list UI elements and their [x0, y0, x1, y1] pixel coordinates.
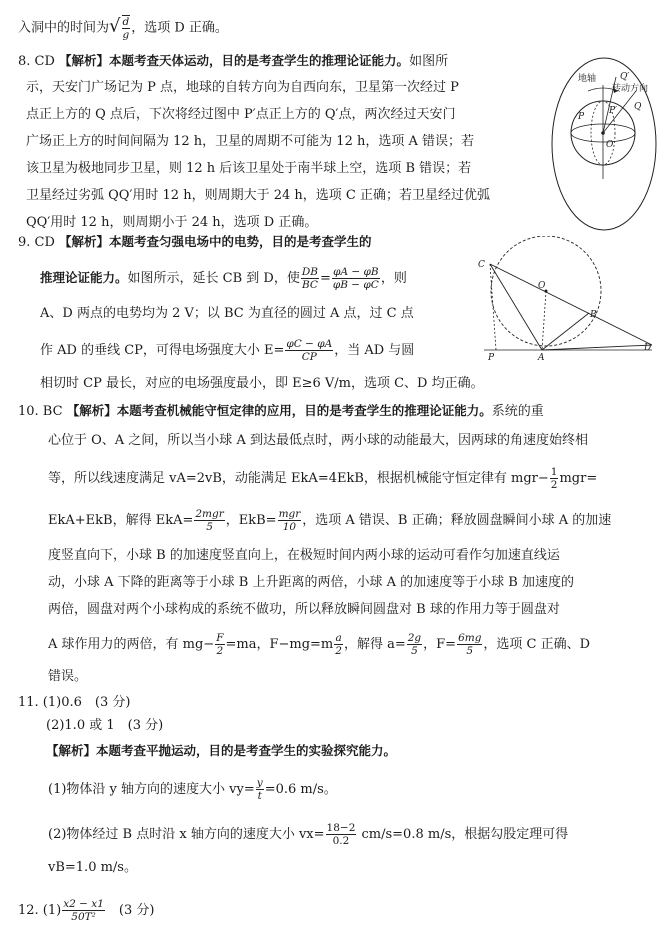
fraction-numerator: a — [335, 632, 342, 644]
q9-line-2: 推理论证能力。如图所示，延长 CB 到 D，使 $\frac{DB}{BC}$ = $\frac{\varphi A - \varphi B}{\varphi B - \varphi C}$ ，则 — [40, 266, 407, 291]
q9-line-3: A、D 两点的电势均为 2 V；以 BC 为直径的圆过 A 点，过 C 点 — [40, 306, 414, 321]
q10-line-2: 心位于 O、A 之间，所以当小球 A 到达最低点时，两小球的动能最大，因两球的角速度始终相 — [48, 433, 588, 448]
analysis-tag: 【解析】本题考查天体运动，目的是考查学生的推理论证能力。 — [59, 53, 410, 68]
q8-line-7: QQ′用时 12 h，则周期小于 24 h，选项 D 正确。 — [26, 215, 318, 230]
figure-label: Q — [634, 102, 642, 112]
line-text: ，解得 a= — [343, 637, 406, 652]
line-text: 入洞中的时间为 — [18, 20, 110, 36]
fraction-denominator: BC — [301, 279, 318, 291]
fraction — [457, 632, 482, 657]
figure-label: P′ — [609, 106, 618, 116]
line-text: mgr= — [559, 471, 598, 486]
radius-oa — [542, 291, 546, 350]
fraction-denominator: 0.2 — [332, 835, 350, 847]
fraction-numerator: 1 — [550, 466, 558, 478]
line-ad — [542, 345, 652, 350]
line-text: ，EkB= — [225, 513, 277, 528]
q8-line-3: 点正上方的 Q 点后，下次将经过图中 P′点正上方的 Q′点，两次经过天安门 — [26, 107, 456, 122]
fraction-numerator: φA − φB — [333, 266, 379, 278]
figure-label: O — [538, 281, 546, 291]
fraction-numerator: 2mgr — [195, 508, 224, 520]
q9-line-5: 相切时 CP 最长，对应的电场强度最小，即 E≥6 V/m，选项 C、D 均正确。 — [40, 376, 484, 391]
line-text: EkA+EkB，解得 EkA= — [48, 513, 194, 528]
line-text: =0.6 m/s。 — [264, 782, 337, 797]
fraction-numerator: 2g — [407, 632, 422, 644]
fraction-numerator: 18−2 — [326, 822, 356, 834]
question-number: 10. BC — [18, 404, 67, 419]
q10-line-3 — [48, 466, 597, 491]
fraction-denominator: 5 — [466, 645, 474, 657]
fraction — [550, 466, 559, 491]
figure-label: C — [478, 260, 485, 270]
line-text: =ma，F−mg=m — [225, 637, 334, 652]
q11-analysis-tag: 【解析】本题考查平抛运动，目的是考查学生的实验探究能力。 — [46, 743, 397, 758]
q9-line-1 — [18, 233, 372, 252]
fraction — [407, 632, 422, 657]
figure-label: Q′ — [620, 72, 630, 82]
electric-field-figure — [474, 236, 658, 362]
fraction-denominator: t — [257, 790, 262, 802]
fraction — [215, 632, 224, 657]
line-ab — [542, 313, 589, 350]
fraction-denominator: φB − φC — [332, 279, 379, 291]
q11-line-6: vB=1.0 m/s。 — [48, 860, 137, 875]
line-text: (3 分) — [105, 903, 155, 918]
text-line — [18, 15, 228, 41]
fraction-numerator: x2 − x1 — [63, 898, 104, 910]
fraction-numerator: mgr — [278, 508, 301, 520]
fraction — [62, 898, 105, 923]
line-text: 系统的重 — [491, 404, 544, 419]
q11-line-2: (2)1.0 或 1 (3 分) — [46, 718, 164, 733]
fraction-numerator: 6mg — [458, 632, 482, 644]
analysis-tag: 【解析】本题考查机械能守恒定律的应用，目的是考查学生的推理论证能力。 — [66, 403, 492, 418]
fraction-denominator: 50T² — [71, 911, 96, 923]
fraction-numerator: φC − φA — [286, 338, 333, 350]
q10-line-7: 两倍，圆盘对两个小球构成的系统不做功，所以释放瞬间圆盘对 B 球的作用力等于圆盘对 — [48, 602, 560, 617]
line-text: ，F= — [423, 637, 457, 652]
fraction-denominator: 5 — [411, 645, 418, 657]
q10-line-9: 错误。 — [48, 669, 88, 684]
line-text: ，则 — [380, 271, 407, 286]
q10-line-8 — [48, 632, 590, 657]
q10-line-5: 度竖直向下，小球 B 的加速度竖直向上，在极短时间内两小球的运动可看作匀加速直线运 — [48, 548, 560, 563]
analysis-tag: 推理论证能力。 — [40, 270, 128, 285]
figure-label: D — [644, 343, 652, 353]
line-text: ，选项 C 正确、D — [483, 637, 591, 652]
figure-label: O — [606, 140, 614, 150]
line-text: (2)物体经过 B 点时沿 x 轴方向的速度大小 vx= — [48, 827, 325, 842]
satellite-orbit-figure — [548, 55, 660, 233]
q12-line-1 — [18, 898, 154, 923]
figure-label: P — [578, 112, 585, 122]
line-text: cm/s=0.8 m/s，根据勾股定理可得 — [357, 827, 569, 842]
line-text: ，选项 A 错误、B 正确；释放圆盘瞬间小球 A 的加速 — [302, 513, 612, 528]
fraction-denominator: 5 — [206, 521, 213, 533]
q8-line-2: 示，天安门广场记为 P 点，地球的自转方向为自西向东，卫星第一次经过 P — [26, 80, 459, 95]
q10-line-6: 动，小球 A 下降的距离等于小球 B 上升距离的两倍，小球 A 的加速度等于小球 B 加速度的 — [48, 575, 574, 590]
q11-line-5 — [48, 822, 568, 847]
fraction-numerator: y — [256, 777, 263, 789]
q8-line-1 — [18, 52, 448, 71]
q10-line-4 — [48, 508, 611, 533]
figure-label: 地轴 — [578, 74, 597, 84]
figure-label: A — [538, 353, 545, 362]
fraction — [285, 338, 333, 363]
figure-label: 转动方向 — [612, 84, 649, 94]
fraction-numerator: DB — [301, 266, 318, 278]
q8-line-4: 广场正上方的时间间隔为 12 h，卫星的周期不可能为 12 h，选项 A 错误；若 — [26, 134, 475, 149]
line-text: 12. (1) — [18, 903, 62, 918]
line-text: ，选项 D 正确。 — [131, 20, 228, 36]
q10-line-1 — [18, 402, 544, 421]
fraction-denominator: g — [122, 29, 130, 41]
fraction — [194, 508, 224, 533]
line-text: 等，所以线速度满足 vA=2vB，动能满足 EkA=4EkB，根据机械能守恒定律有 mgr− — [48, 471, 549, 486]
fraction-denominator: 2 — [335, 645, 342, 657]
line-text: ，当 AD 与圆 — [334, 343, 415, 358]
fraction — [278, 508, 302, 533]
line-text: 作 AD 的垂线 CP，可得电场强度大小 E= — [40, 343, 285, 358]
fraction — [122, 15, 131, 41]
analysis-tag: 【解析】本题考查匀强电场中的电势，目的是考查学生的 — [59, 234, 372, 249]
q8-line-5: 该卫星为极地同步卫星，则 12 h 后该卫星处于南半球上空，选项 B 错误；若 — [26, 161, 472, 176]
fraction-denominator: CP — [301, 351, 317, 363]
line-text: (1)物体沿 y 轴方向的速度大小 vy= — [48, 782, 255, 797]
fraction-numerator: d — [122, 16, 130, 28]
q9-line-4 — [40, 338, 414, 363]
line-text: 如图所示，延长 CB 到 D，使 — [127, 271, 300, 286]
fraction — [256, 777, 264, 802]
fraction — [326, 822, 357, 847]
fraction-denominator: 10 — [282, 521, 297, 533]
q8-line-6: 卫星经过劣弧 QQ′用时 12 h，则周期大于 24 h，选项 C 正确；若卫星经过优弧 — [26, 188, 490, 203]
question-number: 9. CD — [18, 235, 60, 250]
figure-label: B — [590, 310, 597, 320]
figure-label: P — [488, 353, 495, 362]
q11-line-1: 11. (1)0.6 (3 分) — [18, 695, 131, 710]
center-point — [601, 131, 605, 135]
line-text: A 球作用力的两倍，有 mg− — [48, 637, 215, 652]
sqrt-symbol: √ — [109, 15, 121, 37]
q11-line-4 — [48, 777, 337, 802]
line-text: 如图所 — [409, 54, 449, 69]
fraction-numerator: F — [216, 632, 224, 644]
fraction — [301, 266, 319, 291]
fraction-denominator: 2 — [550, 479, 558, 491]
fraction — [334, 632, 343, 657]
fraction-denominator: 2 — [216, 645, 224, 657]
fraction — [332, 266, 380, 291]
question-number: 8. CD — [18, 54, 60, 69]
